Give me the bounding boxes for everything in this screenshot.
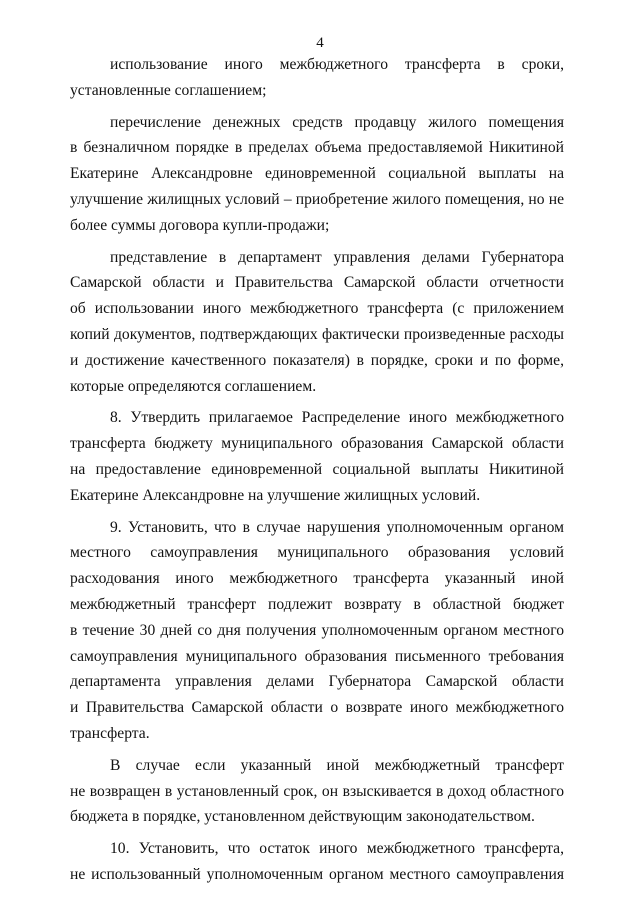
text-line: которые определяются соглашением. [70, 377, 317, 395]
text-line: Екатерине Александровне единовременной социальной выплаты на [70, 165, 564, 183]
text-line: 10. Установить, что остаток иного межбюджетного трансферта, [110, 840, 564, 858]
text-line: представление в департамент управления делами Губернатора [110, 248, 564, 266]
page-number: 4 [316, 35, 324, 51]
text-line: об использовании иного межбюджетного трансферта (с приложением [70, 300, 564, 318]
text-line: более суммы договора купли-продажи; [70, 216, 330, 234]
paragraph [70, 836, 564, 888]
text-line: и достижение качественного показателя) в порядке, сроки и по форме, [70, 351, 564, 369]
paragraph [70, 515, 564, 747]
text-line: в безналичном порядке в пределах объема предоставляемой Никитиной [70, 139, 564, 157]
text-line: на предоставление единовременной социальной выплаты Никитиной [70, 460, 564, 478]
text-line: местного самоуправления муниципального образования условий [70, 544, 564, 562]
paragraph [70, 405, 564, 508]
text-line: 9. Установить, что в случае нарушения уполномоченным органом [110, 518, 564, 536]
text-line: в течение 30 дней со дня получения уполномоченным органом местного [70, 621, 564, 639]
text-line: использование иного межбюджетного трансферта в сроки, [110, 56, 564, 73]
text-line: не возвращен в установленный срок, он взыскивается в доход областного [70, 782, 564, 800]
text-line: Екатерине Александровне на улучшение жилищных условий. [70, 486, 481, 504]
text-line: копий документов, подтверждающих фактически произведенные расходы [70, 325, 564, 343]
paragraph [70, 753, 564, 830]
text-line: самоуправления муниципального образования письменного требования [70, 647, 564, 665]
text-line: Самарской области и Правительства Самарской области отчетности [70, 274, 564, 292]
text-line: и Правительства Самарской области о возврате иного межбюджетного [70, 699, 564, 717]
text-line: установленные соглашением; [70, 81, 267, 99]
text-line: перечисление денежных средств продавцу жилого помещения [110, 113, 564, 131]
paragraph [70, 52, 564, 104]
text-line: департамента управления делами Губернатора Самарской области [70, 673, 564, 691]
document-body [70, 52, 564, 888]
text-line: трансферта бюджету муниципального образования Самарской области [70, 435, 564, 453]
text-line: межбюджетный трансферт подлежит возврату в областной бюджет [70, 595, 564, 613]
paragraph [70, 110, 564, 239]
text-line: не использованный уполномоченным органом местного самоуправления [70, 865, 564, 883]
text-line: трансферта. [70, 724, 150, 742]
text-line: 8. Утвердить прилагаемое Распределение иного межбюджетного [110, 409, 564, 427]
text-line: В случае если указанный иной межбюджетный трансферт [110, 756, 564, 774]
text-line: расходования иного межбюджетного трансферта указанный иной [70, 570, 564, 588]
paragraph [70, 245, 564, 400]
text-line: улучшение жилищных условий – приобретение жилого помещения, но не [70, 190, 564, 208]
text-line: бюджета в порядке, установленном действующим законодательством. [70, 808, 535, 826]
